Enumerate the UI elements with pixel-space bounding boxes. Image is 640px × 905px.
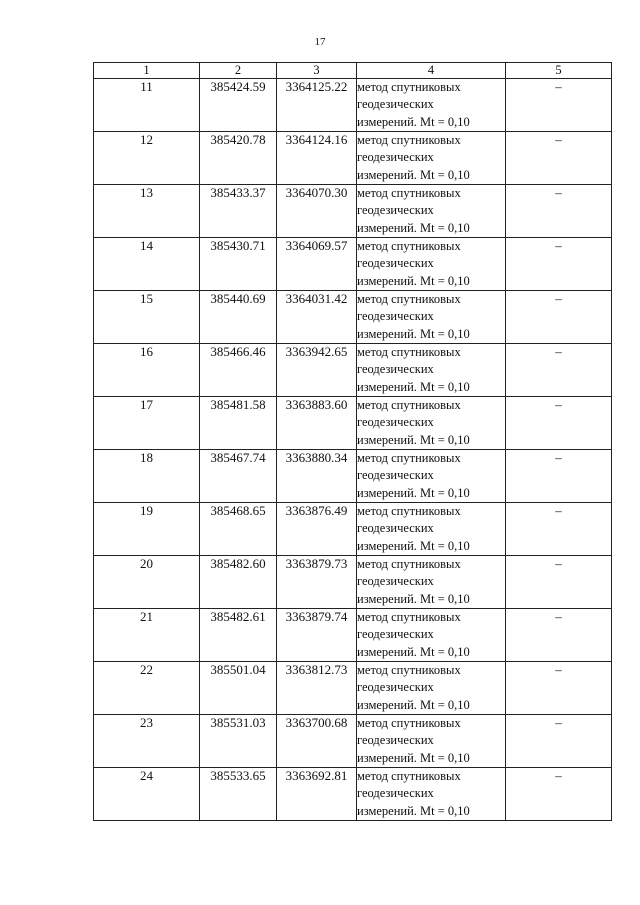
method-line: метод спутниковых: [357, 504, 461, 518]
method-line: измерений. Mt = 0,10: [357, 114, 470, 129]
method-cell: [357, 662, 506, 715]
method-line: измерений. Mt = 0,10: [357, 591, 470, 606]
table-row: [94, 291, 612, 344]
table-row: [94, 132, 612, 185]
note-cell: –: [506, 344, 612, 397]
col-header-2: 2: [200, 63, 277, 79]
method-line: измерений. Mt = 0,10: [357, 803, 470, 818]
y-coordinate-cell: 3364031.42: [277, 291, 357, 344]
note-cell: –: [506, 768, 612, 821]
method-cell: [357, 344, 506, 397]
note-cell: –: [506, 715, 612, 768]
y-coordinate-cell: 3363876.49: [277, 503, 357, 556]
point-number-cell: 20: [94, 556, 200, 609]
method-line: геодезических: [357, 786, 434, 801]
point-number-cell: 15: [94, 291, 200, 344]
method-line: геодезических: [357, 680, 434, 695]
method-line: метод спутниковых: [357, 557, 461, 571]
method-line: геодезических: [357, 468, 434, 483]
method-line: измерений. Mt = 0,10: [357, 326, 470, 341]
method-cell: [357, 238, 506, 291]
note-cell: –: [506, 609, 612, 662]
note-cell: –: [506, 556, 612, 609]
method-line: геодезических: [357, 150, 434, 165]
point-number-cell: 24: [94, 768, 200, 821]
method-line: метод спутниковых: [357, 451, 461, 465]
table-body: [94, 79, 612, 821]
x-coordinate-cell: 385440.69: [200, 291, 277, 344]
y-coordinate-cell: 3363692.81: [277, 768, 357, 821]
method-line: метод спутниковых: [357, 80, 461, 94]
method-line: измерений. Mt = 0,10: [357, 644, 470, 659]
method-line: метод спутниковых: [357, 292, 461, 306]
note-cell: –: [506, 238, 612, 291]
method-cell: [357, 715, 506, 768]
method-cell: [357, 503, 506, 556]
method-line: геодезических: [357, 627, 434, 642]
y-coordinate-cell: 3363812.73: [277, 662, 357, 715]
note-cell: –: [506, 450, 612, 503]
method-line: измерений. Mt = 0,10: [357, 750, 470, 765]
method-cell: [357, 79, 506, 132]
x-coordinate-cell: 385430.71: [200, 238, 277, 291]
x-coordinate-cell: 385467.74: [200, 450, 277, 503]
x-coordinate-cell: 385424.59: [200, 79, 277, 132]
point-number-cell: 21: [94, 609, 200, 662]
y-coordinate-cell: 3363879.74: [277, 609, 357, 662]
x-coordinate-cell: 385501.04: [200, 662, 277, 715]
note-cell: –: [506, 503, 612, 556]
method-line: метод спутниковых: [357, 769, 461, 783]
method-line: измерений. Mt = 0,10: [357, 379, 470, 394]
point-number-cell: 19: [94, 503, 200, 556]
y-coordinate-cell: 3363880.34: [277, 450, 357, 503]
y-coordinate-cell: 3364124.16: [277, 132, 357, 185]
method-line: метод спутниковых: [357, 133, 461, 147]
x-coordinate-cell: 385468.65: [200, 503, 277, 556]
method-line: геодезических: [357, 415, 434, 430]
page-number: 17: [314, 36, 326, 48]
method-line: измерений. Mt = 0,10: [357, 167, 470, 182]
y-coordinate-cell: 3364070.30: [277, 185, 357, 238]
table-row: [94, 450, 612, 503]
x-coordinate-cell: 385533.65: [200, 768, 277, 821]
table-row: [94, 768, 612, 821]
method-line: геодезических: [357, 574, 434, 589]
method-line: геодезических: [357, 362, 434, 377]
x-coordinate-cell: 385466.46: [200, 344, 277, 397]
method-line: измерений. Mt = 0,10: [357, 273, 470, 288]
table-row: [94, 609, 612, 662]
method-line: геодезических: [357, 521, 434, 536]
point-number-cell: 18: [94, 450, 200, 503]
method-cell: [357, 291, 506, 344]
point-number-cell: 11: [94, 79, 200, 132]
note-cell: –: [506, 291, 612, 344]
col-header-4: 4: [357, 63, 506, 79]
table-row: [94, 344, 612, 397]
note-cell: –: [506, 662, 612, 715]
method-line: геодезических: [357, 203, 434, 218]
x-coordinate-cell: 385482.60: [200, 556, 277, 609]
coordinates-table: [93, 62, 612, 821]
table-row: [94, 715, 612, 768]
method-cell: [357, 556, 506, 609]
y-coordinate-cell: 3363942.65: [277, 344, 357, 397]
note-cell: –: [506, 397, 612, 450]
method-cell: [357, 450, 506, 503]
method-line: геодезических: [357, 97, 434, 112]
table-row: [94, 79, 612, 132]
table-row: [94, 556, 612, 609]
table-row: [94, 662, 612, 715]
method-cell: [357, 132, 506, 185]
table-row: [94, 503, 612, 556]
note-cell: –: [506, 79, 612, 132]
method-line: метод спутниковых: [357, 345, 461, 359]
point-number-cell: 16: [94, 344, 200, 397]
method-line: измерений. Mt = 0,10: [357, 697, 470, 712]
method-line: метод спутниковых: [357, 186, 461, 200]
col-header-1: 1: [94, 63, 200, 79]
y-coordinate-cell: 3364125.22: [277, 79, 357, 132]
note-cell: –: [506, 132, 612, 185]
col-header-3: 3: [277, 63, 357, 79]
method-line: метод спутниковых: [357, 716, 461, 730]
method-line: геодезических: [357, 256, 434, 271]
method-line: геодезических: [357, 733, 434, 748]
method-line: измерений. Mt = 0,10: [357, 432, 470, 447]
method-line: измерений. Mt = 0,10: [357, 220, 470, 235]
method-line: измерений. Mt = 0,10: [357, 485, 470, 500]
y-coordinate-cell: 3363700.68: [277, 715, 357, 768]
method-cell: [357, 397, 506, 450]
note-cell: –: [506, 185, 612, 238]
point-number-cell: 23: [94, 715, 200, 768]
y-coordinate-cell: 3363879.73: [277, 556, 357, 609]
header-row: [94, 63, 612, 79]
method-cell: [357, 185, 506, 238]
y-coordinate-cell: 3364069.57: [277, 238, 357, 291]
point-number-cell: 13: [94, 185, 200, 238]
table-row: [94, 238, 612, 291]
point-number-cell: 14: [94, 238, 200, 291]
y-coordinate-cell: 3363883.60: [277, 397, 357, 450]
method-cell: [357, 609, 506, 662]
method-line: метод спутниковых: [357, 398, 461, 412]
method-cell: [357, 768, 506, 821]
method-line: метод спутниковых: [357, 610, 461, 624]
table-row: [94, 397, 612, 450]
method-line: метод спутниковых: [357, 239, 461, 253]
point-number-cell: 17: [94, 397, 200, 450]
method-line: геодезических: [357, 309, 434, 324]
method-line: измерений. Mt = 0,10: [357, 538, 470, 553]
x-coordinate-cell: 385482.61: [200, 609, 277, 662]
x-coordinate-cell: 385481.58: [200, 397, 277, 450]
method-line: метод спутниковых: [357, 663, 461, 677]
point-number-cell: 22: [94, 662, 200, 715]
x-coordinate-cell: 385531.03: [200, 715, 277, 768]
x-coordinate-cell: 385433.37: [200, 185, 277, 238]
x-coordinate-cell: 385420.78: [200, 132, 277, 185]
table-row: [94, 185, 612, 238]
point-number-cell: 12: [94, 132, 200, 185]
col-header-5: 5: [506, 63, 612, 79]
